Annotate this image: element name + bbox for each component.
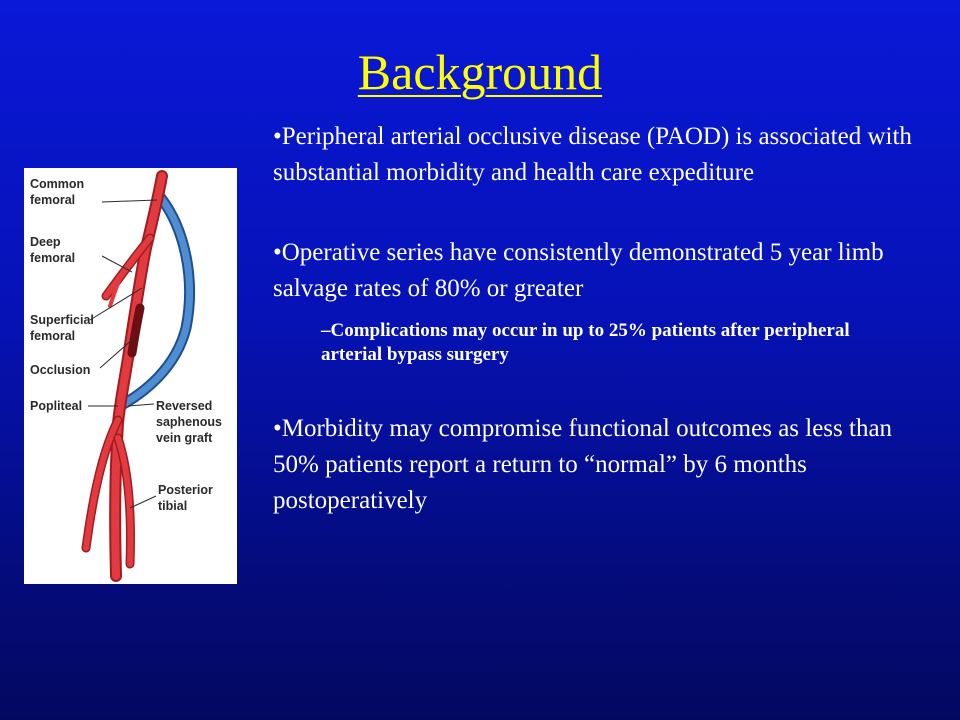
- label-deep-femoral-line2: femoral: [30, 251, 76, 265]
- bullet-paod-morbidity: •Peripheral arterial occlusive disease (PAOD) is associated with substantial morbidity and health care expediture: [273, 123, 912, 186]
- label-deep-femoral-line1: Deep: [30, 235, 61, 249]
- sub-bullet-complications: –Complications may occur in up to 25% patients after peripheral arterial bypass surgery: [321, 320, 850, 365]
- label-posterior-tibial-line1: Posterior: [158, 483, 213, 497]
- label-superficial-femoral-line1: Superficial: [30, 313, 94, 327]
- bullet-list: [273, 119, 935, 519]
- artery-diagram: [24, 168, 237, 584]
- artery-bypass-illustration: [24, 168, 237, 584]
- label-superficial-femoral-line2: femoral: [30, 329, 76, 343]
- label-reversed-graft-line1: Reversed: [156, 399, 213, 413]
- bullet-limb-salvage: •Operative series have consistently demonstrated 5 year limb salvage rates of 80% or greater: [273, 239, 884, 302]
- label-posterior-tibial-line2: tibial: [158, 499, 188, 513]
- label-occlusion: Occlusion: [30, 363, 91, 377]
- label-common-femoral-line1: Common: [30, 177, 85, 191]
- label-reversed-graft-line2: saphenous: [156, 415, 222, 429]
- label-common-femoral-line2: femoral: [30, 193, 76, 207]
- label-reversed-graft-line3: vein graft: [156, 431, 213, 445]
- label-popliteal: Popliteal: [30, 399, 83, 413]
- slide-title: Background: [357, 44, 603, 100]
- bullet-functional-outcomes: •Morbidity may compromise functional outcomes as less than 50% patients report a return to “normal” by 6 months postoperatively: [273, 415, 893, 514]
